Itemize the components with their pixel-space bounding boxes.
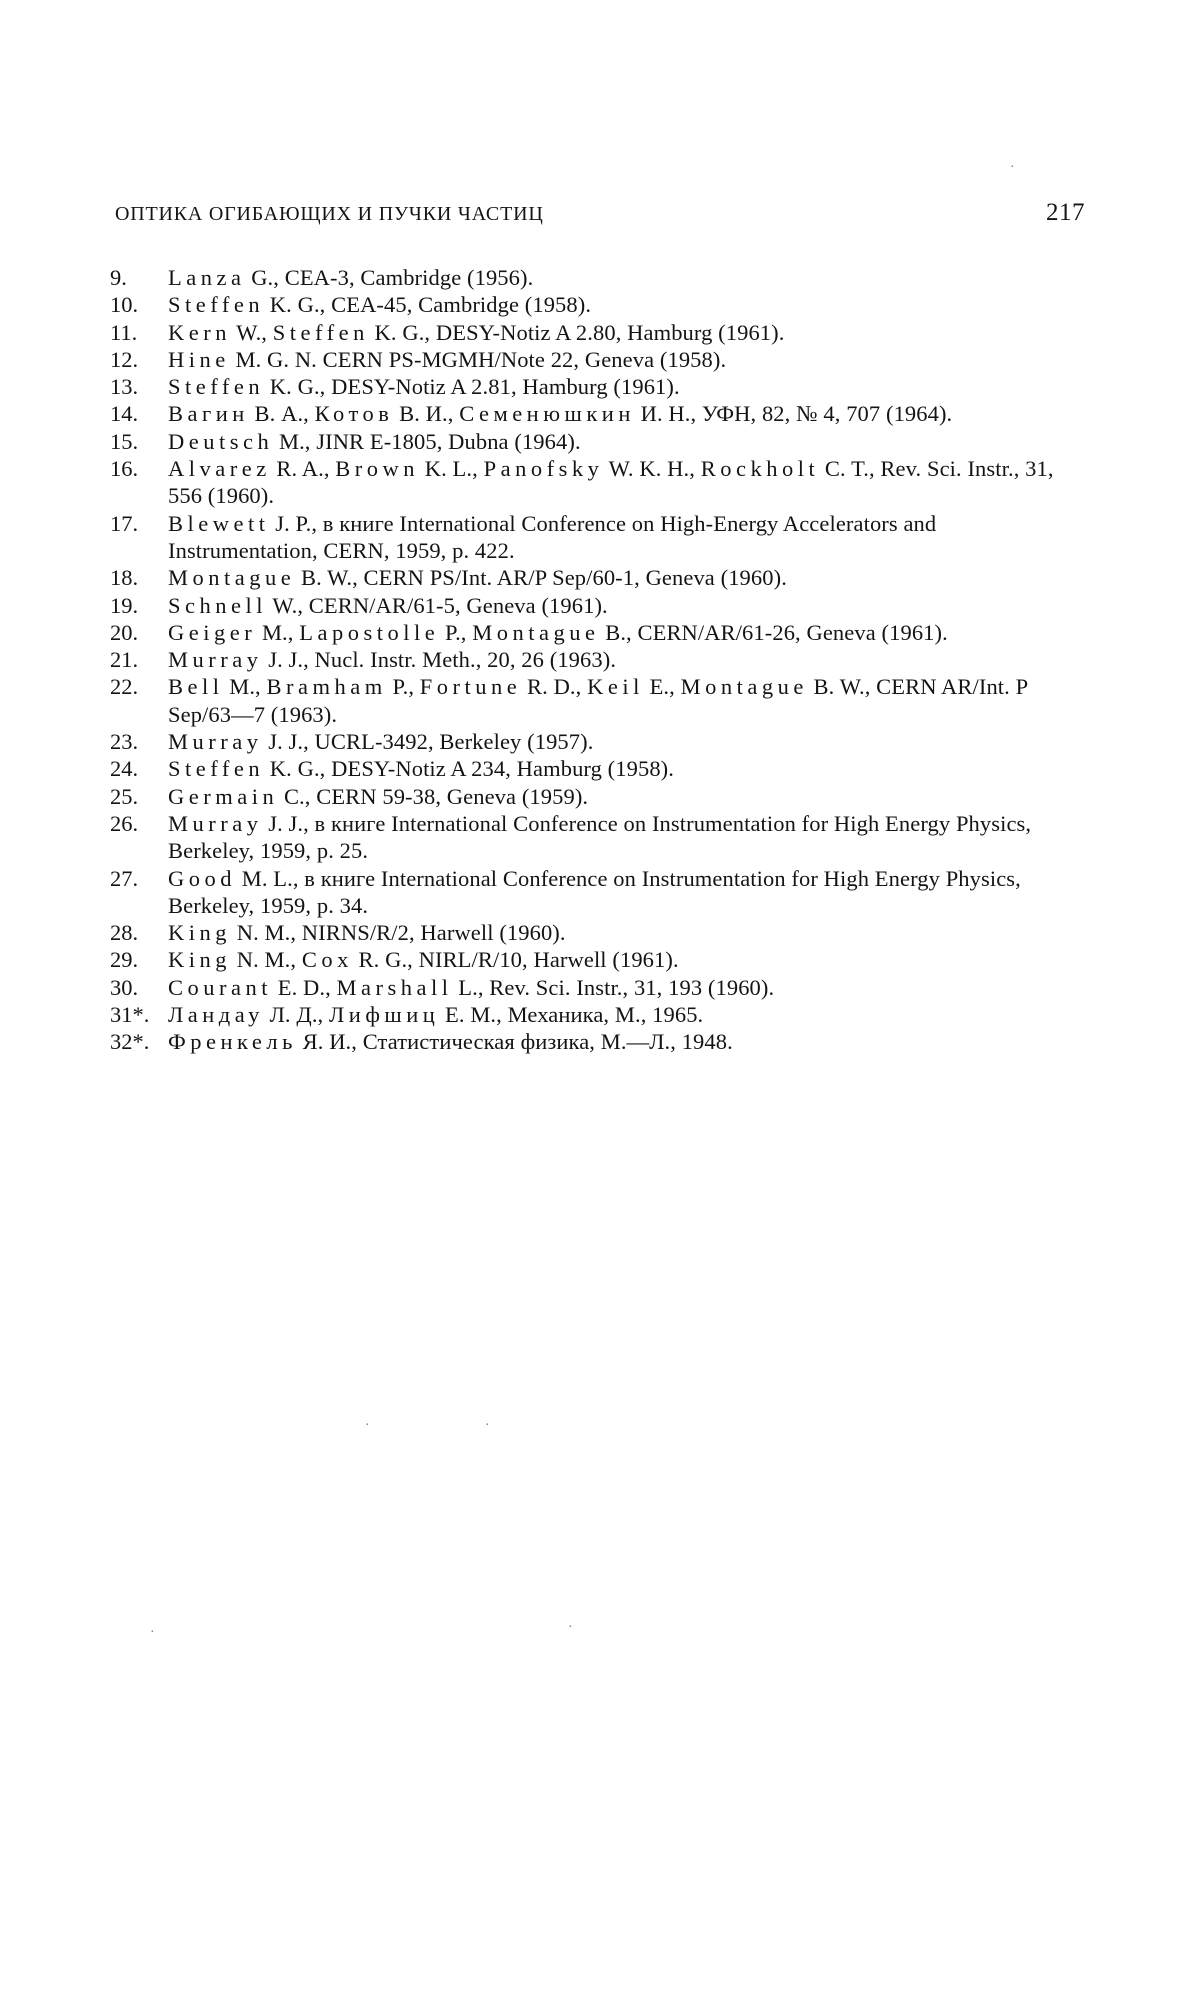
reference-text (168, 264, 1085, 291)
reference-number: 9. (110, 265, 127, 290)
reference-author: Steffen (168, 756, 265, 782)
reference-author: Geiger (168, 619, 257, 645)
reference-text (168, 619, 1085, 646)
reference-author: Montague (168, 565, 296, 591)
reference-number: 29. (110, 947, 139, 973)
reference-author: Murray (168, 729, 263, 755)
scan-speck: · (1010, 160, 1015, 175)
reference-author: Schnell (168, 592, 267, 618)
reference-details: Я. И., Статистическая физика, М.—Л., 1948. (296, 1029, 733, 1055)
reference-details: J. J., Nucl. Instr. Meth., 20, 26 (1963). (262, 647, 617, 673)
reference-number: 11. (110, 319, 138, 345)
reference-text (168, 810, 1085, 865)
reference-entry (110, 373, 1085, 400)
reference-details: K. G., DESY-Notiz A 2.81, Hamburg (1961). (264, 374, 680, 400)
reference-details: В. А., (248, 401, 315, 427)
reference-entry (110, 319, 1085, 346)
reference-entry (110, 564, 1085, 591)
reference-details: N. M., (231, 947, 302, 973)
reference-entry (110, 400, 1085, 427)
reference-author: King (168, 947, 231, 973)
reference-details: R. D., (521, 674, 588, 700)
reference-text (168, 1001, 1085, 1028)
reference-text (168, 728, 1085, 755)
reference-number: 32*. (110, 1029, 150, 1055)
reference-author: Kern (168, 319, 231, 345)
reference-details: K. G., DESY-Notiz A 2.80, Hamburg (1961). (368, 319, 785, 345)
reference-text (168, 646, 1085, 673)
reference-number: 28. (110, 920, 139, 946)
reference-author: Murray (168, 810, 263, 836)
reference-author: Courant (168, 974, 272, 1000)
reference-details: R. G., NIRL/R/10, Harwell (1961). (352, 947, 679, 973)
reference-entry (110, 1028, 1085, 1055)
reference-author: Good (168, 865, 236, 891)
reference-author: Steffen (168, 374, 265, 400)
reference-author: Montague (680, 674, 808, 700)
reference-details: M., (223, 674, 267, 700)
reference-text (168, 974, 1085, 1001)
reference-details: В. И., (393, 401, 460, 427)
reference-details: E., (643, 674, 681, 700)
reference-number: 18. (110, 565, 139, 591)
reference-text (168, 783, 1085, 810)
reference-author: Alvarez (168, 456, 271, 482)
reference-details: K. G., DESY-Notiz A 234, Hamburg (1958). (264, 756, 674, 782)
reference-author: Marshall (336, 974, 453, 1000)
reference-author: Семенюшкин (459, 401, 635, 427)
scan-speck: · (365, 1418, 370, 1433)
reference-author: Котов (314, 401, 394, 427)
reference-author: Keil (587, 674, 644, 700)
reference-entry (110, 1001, 1085, 1028)
reference-number: 17. (110, 510, 139, 536)
reference-details: M., (256, 619, 300, 645)
reference-text (168, 1028, 1085, 1055)
reference-number: 10. (110, 292, 139, 318)
reference-author: Blewett (168, 510, 270, 536)
reference-number: 24. (110, 756, 139, 782)
reference-details: G., CEA-3, Cambridge (1956). (245, 265, 534, 290)
running-title: ОПТИКА ОГИБАЮЩИХ И ПУЧКИ ЧАСТИЦ (115, 203, 544, 225)
reference-number: 25. (110, 783, 139, 809)
reference-text (168, 919, 1085, 946)
reference-entry (110, 946, 1085, 973)
reference-author: Френкель (168, 1029, 297, 1055)
reference-number: 15. (110, 428, 139, 454)
reference-author: Вагин (168, 401, 249, 427)
reference-author: Fortune (419, 674, 522, 700)
reference-number: 12. (110, 346, 139, 372)
reference-text (168, 673, 1085, 728)
reference-details: B., CERN/AR/61-26, Geneva (1961). (599, 619, 948, 645)
reference-author: Hine (168, 346, 230, 372)
reference-entry (110, 755, 1085, 782)
reference-text (168, 755, 1085, 782)
reference-details: K. L., (419, 456, 484, 482)
reference-details: E. D., (272, 974, 337, 1000)
reference-author: Лифшиц (329, 1002, 440, 1028)
reference-entry (110, 646, 1085, 673)
reference-details: L., Rev. Sci. Instr., 31, 193 (1960). (452, 974, 775, 1000)
reference-number: 30. (110, 974, 139, 1000)
reference-author: Steffen (272, 319, 369, 345)
reference-text (168, 510, 1085, 565)
reference-author: Montague (472, 619, 600, 645)
reference-number: 23. (110, 729, 139, 755)
reference-details: C. T., Rev. Sci. Instr., 31, 556 (1960). (168, 456, 1054, 509)
reference-text (168, 865, 1085, 920)
reference-details: J. J., UCRL-3492, Berkeley (1957). (262, 729, 594, 755)
reference-number: 26. (110, 810, 139, 836)
scan-speck: · (568, 1620, 573, 1635)
reference-author: Steffen (168, 292, 265, 318)
reference-text (168, 291, 1085, 318)
reference-details: W., CERN/AR/61-5, Geneva (1961). (267, 592, 608, 618)
reference-entry (110, 428, 1085, 455)
reference-text (168, 428, 1085, 455)
reference-list (110, 264, 1085, 1056)
reference-entry (110, 592, 1085, 619)
reference-details: M., JINR E-1805, Dubna (1964). (273, 428, 581, 454)
reference-details: R. A., (270, 456, 336, 482)
reference-entry (110, 783, 1085, 810)
reference-author: Panofsky (483, 456, 604, 482)
scan-speck: · (485, 1418, 490, 1433)
scan-speck: · (150, 1625, 155, 1640)
reference-number: 31*. (110, 1002, 150, 1028)
reference-entry (110, 510, 1085, 565)
reference-number: 14. (110, 401, 139, 427)
reference-details: Е. М., Механика, М., 1965. (439, 1002, 704, 1028)
reference-entry (110, 264, 1085, 291)
reference-entry (110, 291, 1085, 318)
reference-text (168, 400, 1085, 427)
reference-details: N. M., NIRNS/R/2, Harwell (1960). (231, 920, 566, 946)
reference-author: Ландау (168, 1002, 264, 1028)
reference-author: Murray (168, 647, 263, 673)
page-number: 217 (1046, 199, 1085, 226)
reference-author: Bramham (266, 674, 387, 700)
reference-entry (110, 810, 1085, 865)
reference-details: И. Н., УФН, 82, № 4, 707 (1964). (634, 401, 953, 427)
reference-details: C., CERN 59-38, Geneva (1959). (278, 783, 589, 809)
reference-author: Lapostolle (299, 619, 440, 645)
reference-author: Germain (168, 783, 279, 809)
reference-author: Lanza (168, 265, 246, 290)
reference-author: Rockholt (700, 456, 820, 482)
reference-entry (110, 919, 1085, 946)
running-head (115, 199, 1085, 227)
reference-author: Bell (168, 674, 224, 700)
reference-entry (110, 974, 1085, 1001)
reference-entry (110, 619, 1085, 646)
reference-author: Cox (301, 947, 353, 973)
reference-text (168, 373, 1085, 400)
reference-author: King (168, 920, 231, 946)
reference-details: W. K. H., (603, 456, 701, 482)
reference-number: 21. (110, 647, 139, 673)
reference-details: M. L., в книге International Conference on Instrumentation for High Energy Physics, Berkeley, 1959, p. 34. (168, 865, 1021, 918)
reference-text (168, 319, 1085, 346)
reference-text (168, 946, 1085, 973)
reference-details: K. G., CEA-45, Cambridge (1958). (264, 292, 592, 318)
reference-author: Brown (335, 456, 420, 482)
reference-text (168, 592, 1085, 619)
reference-entry (110, 673, 1085, 728)
reference-text (168, 346, 1085, 373)
reference-entry (110, 865, 1085, 920)
reference-details: J. P., в книге International Conference on High-Energy Accelerators and Instrumentation, CERN, 1959, p. 422. (168, 510, 937, 563)
reference-number: 27. (110, 865, 139, 891)
reference-entry (110, 728, 1085, 755)
reference-number: 16. (110, 456, 139, 482)
reference-details: P., (386, 674, 420, 700)
reference-entry (110, 455, 1085, 510)
reference-number: 13. (110, 374, 139, 400)
reference-text (168, 564, 1085, 591)
reference-number: 19. (110, 592, 139, 618)
reference-details: P., (439, 619, 473, 645)
reference-details: Л. Д., (263, 1002, 330, 1028)
reference-details: W., (230, 319, 273, 345)
reference-details: B. W., CERN PS/Int. AR/P Sep/60-1, Geneva (1960). (295, 565, 787, 591)
reference-number: 20. (110, 619, 139, 645)
reference-author: Deutsch (168, 428, 274, 454)
reference-number: 22. (110, 674, 139, 700)
reference-text (168, 455, 1085, 510)
reference-details: M. G. N. CERN PS-MGMH/Note 22, Geneva (1958). (229, 346, 727, 372)
reference-entry (110, 346, 1085, 373)
reference-details: J. J., в книге International Conference on Instrumentation for High Energy Physics, Berkeley, 1959, p. 25. (168, 810, 1032, 864)
reference-details: B. W., CERN AR/Int. P Sep/63—7 (1963). (168, 674, 1028, 727)
